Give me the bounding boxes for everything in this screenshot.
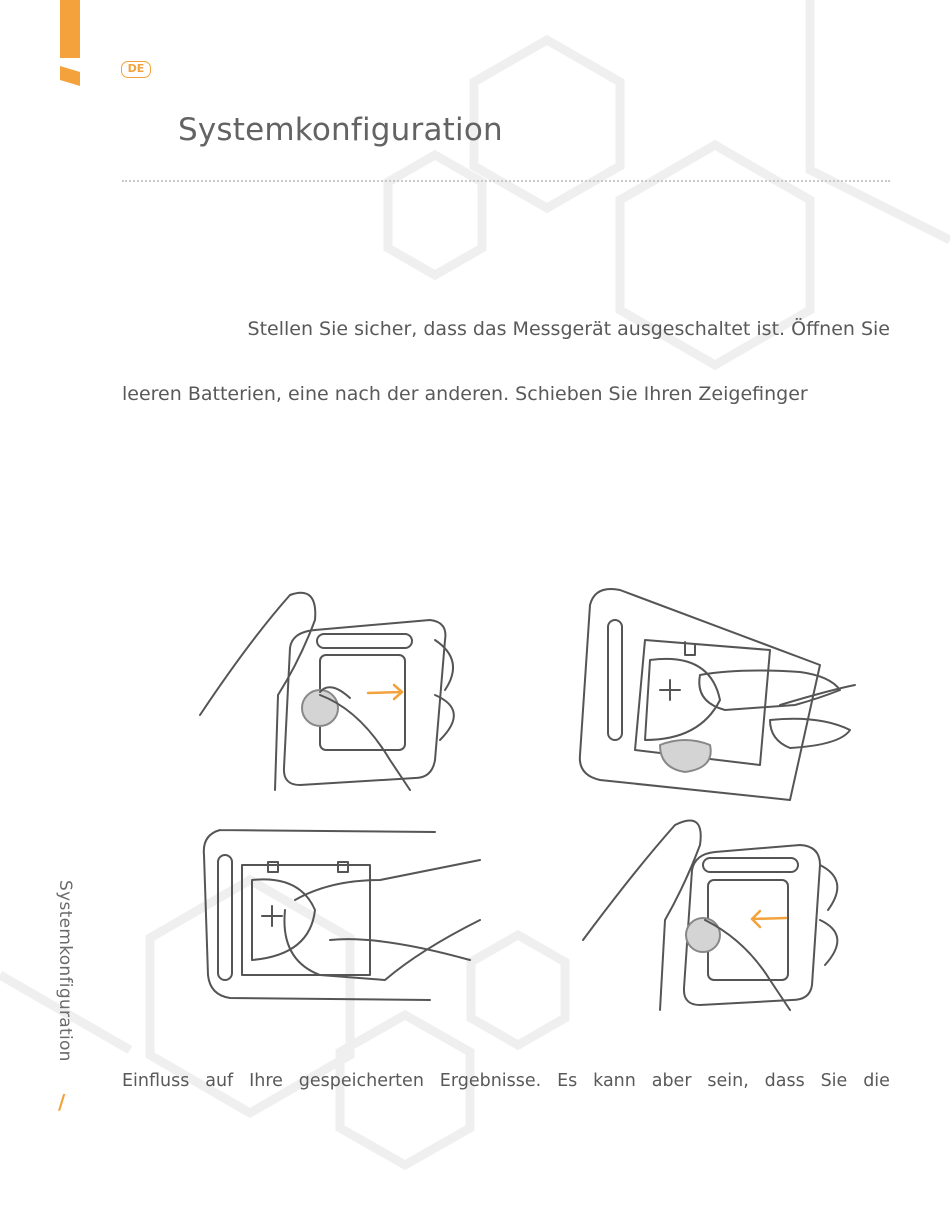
- word: Sie: [820, 1071, 848, 1091]
- language-badge: DE: [121, 61, 151, 78]
- word: gespeicherten: [298, 1071, 424, 1091]
- step-4-illustration: [583, 821, 837, 1011]
- word: aber: [651, 1071, 692, 1091]
- word: Es: [557, 1071, 578, 1091]
- battery-replacement-illustration: [180, 580, 880, 1040]
- word: dass: [764, 1071, 805, 1091]
- word: Einfluss: [122, 1071, 190, 1091]
- step-3-plus-symbol: [262, 906, 282, 926]
- step-1-arrow: [368, 685, 402, 699]
- word: Ihre: [249, 1071, 283, 1091]
- word: kann: [593, 1071, 636, 1091]
- word: sein,: [707, 1071, 749, 1091]
- body-text-line-3: [122, 1071, 890, 1091]
- side-accent-slash: /: [58, 1090, 66, 1114]
- side-section-label: Systemkonfiguration: [55, 880, 75, 1062]
- accent-stripe: [60, 0, 80, 90]
- title-divider: [122, 180, 890, 182]
- body-text-line-1: Stellen Sie sicher, dass das Messgerät ausgeschaltet ist. Öffnen Sie: [247, 318, 890, 340]
- step-4-arrow: [752, 911, 786, 927]
- step-2-illustration: [580, 589, 855, 800]
- step-3-illustration: [204, 830, 480, 1000]
- word: die: [863, 1071, 890, 1091]
- body-text-line-2: leeren Batterien, eine nach der anderen. Schieben Sie Ihren Zeigefinger: [122, 383, 808, 405]
- page-title: Systemkonfiguration: [178, 112, 503, 148]
- word: Ergebnisse.: [439, 1071, 542, 1091]
- word: auf: [205, 1071, 234, 1091]
- step-2-plus-symbol: [660, 680, 680, 700]
- step-1-illustration: [200, 593, 454, 790]
